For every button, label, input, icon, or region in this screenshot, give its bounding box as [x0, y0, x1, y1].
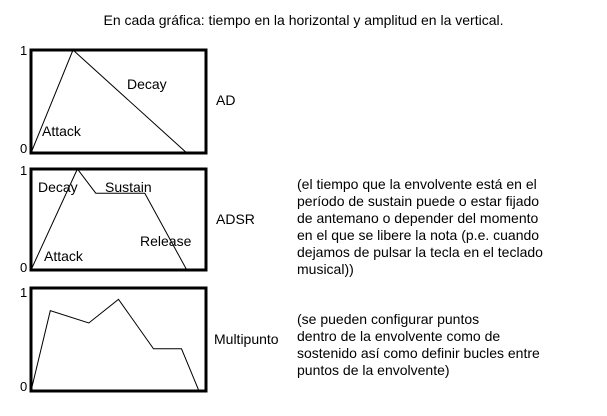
adsr-axis-max: 1 — [20, 163, 28, 178]
adsr-note-line: en el que se libere la nota (p.e. cuando — [297, 227, 540, 243]
ad-panel-title: AD — [216, 92, 236, 108]
adsr-note-line: período de sustain puede o estar fijado — [297, 193, 540, 209]
multipunto-note-line: dentro de la envolvente como de — [297, 328, 501, 344]
ad-axis-min: 0 — [20, 141, 28, 156]
adsr-panel-title: ADSR — [216, 211, 255, 227]
multipunto-envelope-curve — [31, 299, 199, 391]
adsr-release-label: Release — [140, 233, 192, 249]
adsr-note-line: dejamos de pulsar la tecla en el teclado — [297, 244, 543, 260]
adsr-note — [297, 176, 543, 278]
multipunto-axis-max: 1 — [20, 285, 28, 300]
adsr-attack-label: Attack — [44, 248, 83, 264]
multipunto-axis-min: 0 — [20, 379, 28, 394]
ad-decay-label: Decay — [127, 76, 167, 92]
adsr-decay-label: Decay — [38, 179, 78, 195]
multipunto-note-line: (se pueden configurar puntos — [297, 311, 480, 327]
multipunto-note-line: sostenido así como definir bucles entre — [297, 345, 540, 361]
adsr-note-line: (el tiempo que la envolvente está en el — [297, 176, 537, 192]
adsr-note-line: de antemano o depender del momento — [297, 210, 539, 226]
adsr-sustain-label: Sustain — [105, 179, 152, 195]
multipunto-note — [297, 311, 540, 379]
multipunto-panel-title: Multipunto — [214, 331, 279, 347]
diagram-caption: En cada gráfica: tiempo en la horizontal y amplitud en la vertical. — [103, 12, 504, 28]
multipunto-note-line: puntos de la envolvente) — [297, 362, 450, 378]
adsr-note-line: musical)) — [297, 261, 354, 277]
ad-axis-max: 1 — [20, 43, 28, 58]
adsr-axis-min: 0 — [20, 260, 28, 275]
ad-attack-label: Attack — [42, 123, 81, 139]
multipunto-panel-frame — [31, 288, 206, 391]
